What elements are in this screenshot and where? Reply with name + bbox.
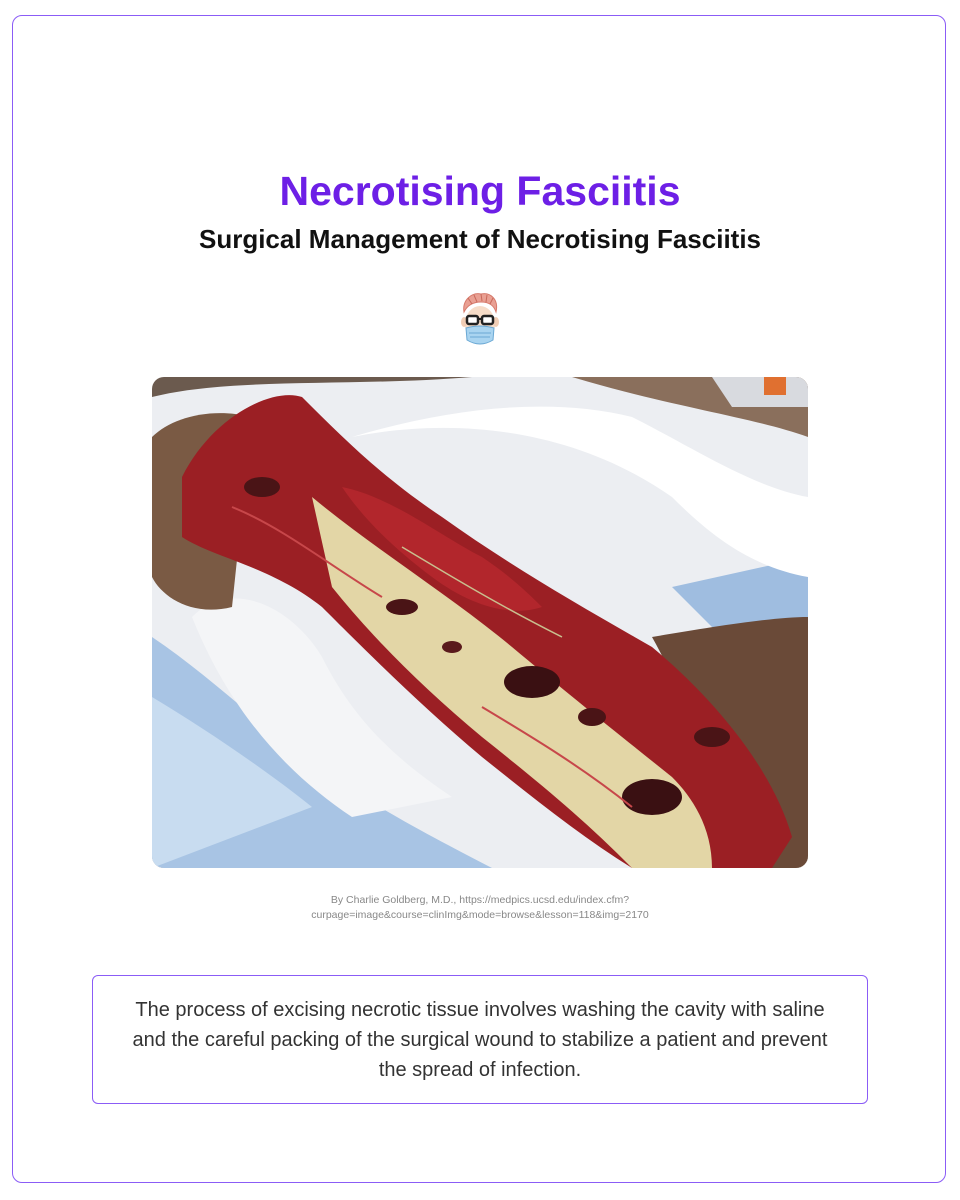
surgeon-avatar-icon: [454, 290, 506, 354]
caption-line-1: By Charlie Goldberg, M.D., https://medpics.ucsd.edu/index.cfm?: [330, 894, 630, 906]
surgical-wound-photo: [152, 377, 808, 868]
photo-illustration: [152, 377, 808, 868]
page-title: Necrotising Fasciitis: [279, 168, 681, 214]
description-box: [92, 975, 868, 1104]
photo-caption: [0, 893, 960, 923]
caption-line-2: curpage=image&course=clinImg&mode=browse&lesson=118&img=2170: [311, 909, 649, 921]
page-subtitle: Surgical Management of Necrotising Fasciitis: [198, 224, 762, 254]
description-text: The process of excising necrotic tissue involves washing the cavity with saline and the careful packing of the surgical wound to stabilize a patient and prevent the spread of infection.: [132, 998, 828, 1081]
